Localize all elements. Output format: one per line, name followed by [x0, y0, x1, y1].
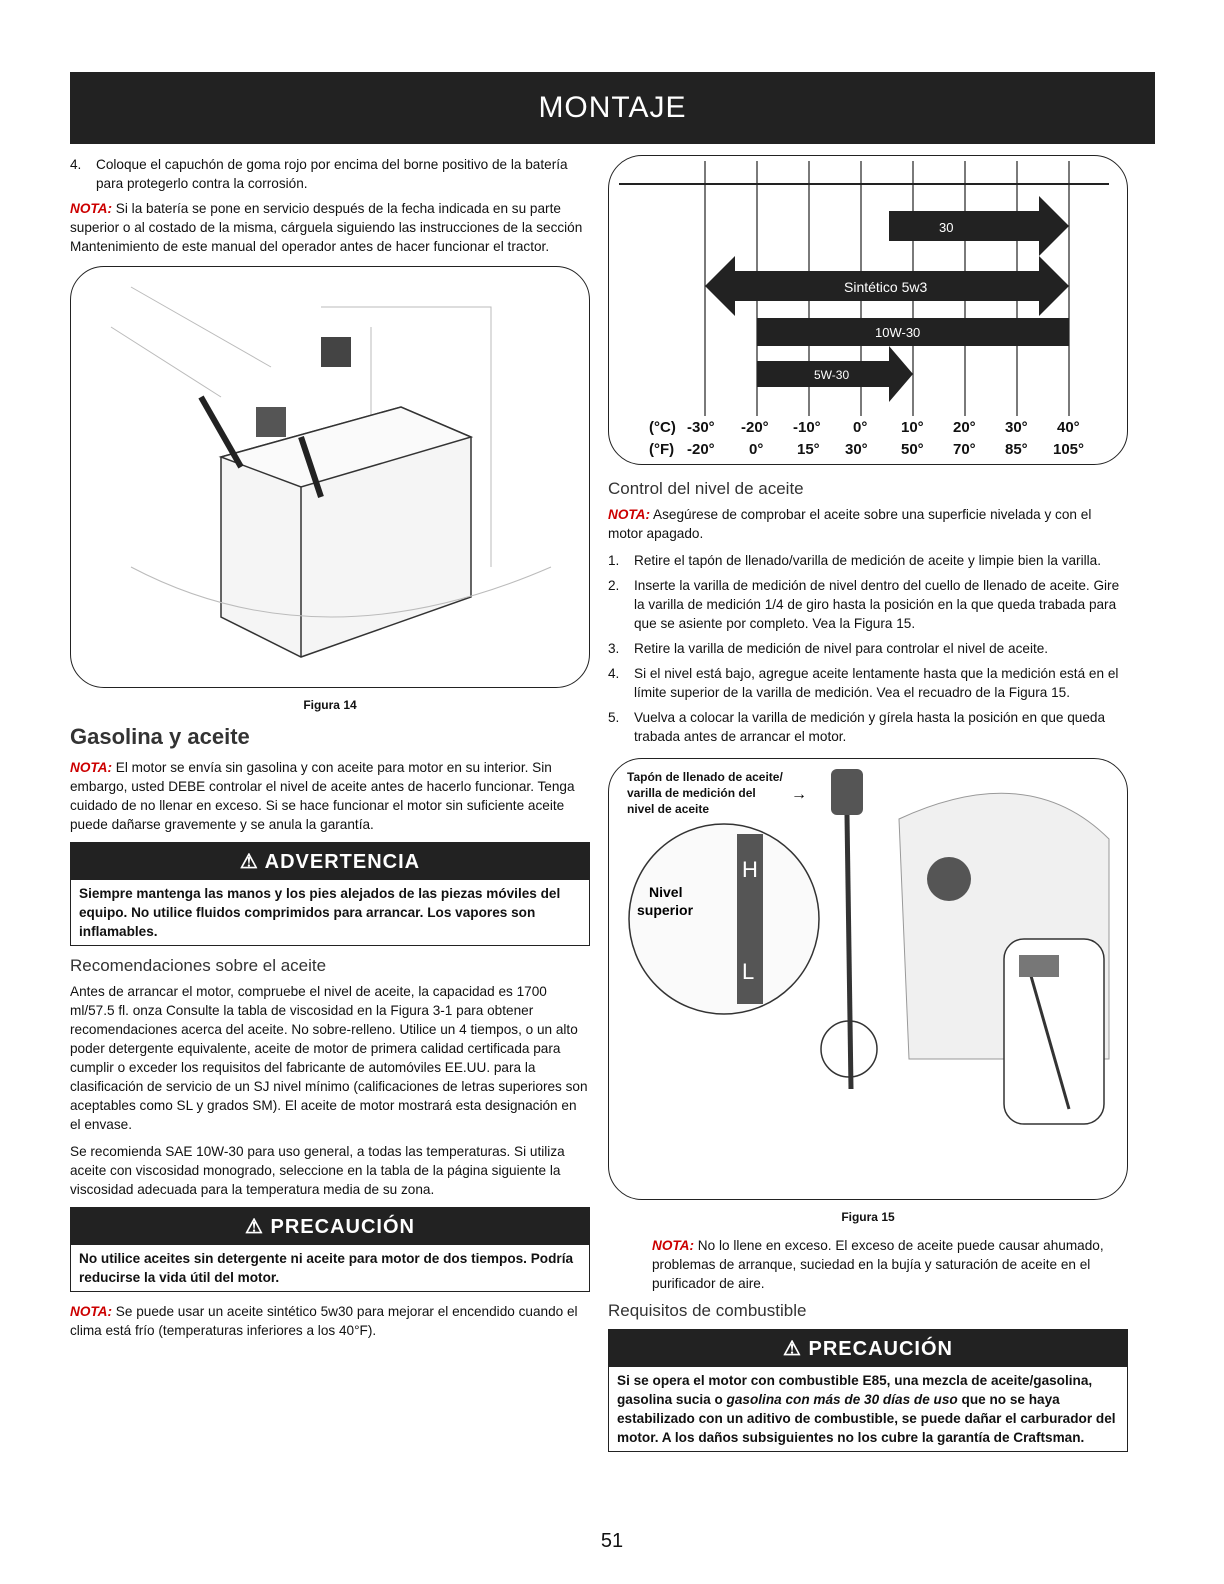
oil-level-title: Control del nivel de aceite: [608, 479, 804, 498]
oil-step: 4. Si el nivel está bajo, agregue aceite lentamente hasta que la medición está en el límite superior de la varilla de medición. Vea el recuadro de la Figura 15.: [608, 666, 1119, 700]
warning-triangle-icon: ⚠: [245, 1216, 271, 1238]
tick-labels-celsius: [649, 419, 1080, 436]
tick-f: 50°: [901, 441, 924, 458]
page-title: MONTAJE: [538, 91, 687, 124]
zoom-inset-circle: [629, 824, 819, 1014]
tick-prefix-c: (°C): [649, 419, 676, 436]
fuel-caution-box: [608, 1329, 1128, 1452]
tick-c: -10°: [793, 419, 821, 436]
tick-f: 105°: [1053, 441, 1085, 458]
tick-c: 20°: [953, 419, 976, 436]
bar-30: [889, 196, 1069, 256]
mark-l: L: [742, 959, 755, 984]
label-cap-line3: nivel de aceite: [627, 802, 710, 816]
warning-box: [70, 842, 590, 946]
tick-f: 70°: [953, 441, 976, 458]
arrow-right-icon: →: [791, 786, 807, 803]
page-number: 51: [600, 1530, 624, 1552]
oil-step: 3. Retire la varilla de medición de nivel para controlar el nivel de aceite.: [608, 641, 1049, 656]
note-overfill: NOTA: No lo llene en exceso. El exceso de aceite puede causar ahumado, problemas de arranque, suciedad en la bujía y saturación de aceite en el purificador de aire.: [652, 1238, 1104, 1291]
bar-label-5w30: 5W-30: [814, 368, 850, 382]
caution-header: ⚠ PRECAUCIÓN: [71, 1208, 589, 1245]
tick-f: -20°: [687, 441, 715, 458]
tick-c: -20°: [741, 419, 769, 436]
oil-paragraph-2: Se recomienda SAE 10W-30 para uso general, a todas las temperaturas. Si utiliza aceite con viscosidad monogrado, seleccione en la tabla de la página siguiente la viscosidad adecuada para la temperatura media de su zona.: [70, 1144, 565, 1197]
mark-h: H: [742, 857, 758, 882]
tick-f: 85°: [1005, 441, 1028, 458]
note-battery: NOTA: Si la batería se pone en servicio después de la fecha indicada en su parte superior o al costado de la misma, cárguela siguiendo las instrucciones de la sección Mantenimiento de este manual del operador antes de hacer funcionar el tractor.: [70, 201, 583, 254]
label-upper-level-2: superior: [637, 902, 694, 918]
figure-14-caption: Figura 14: [303, 698, 357, 712]
note-level-surface: NOTA: Asegúrese de comprobar el aceite sobre una superficie nivelada y con el motor apagado.: [608, 507, 1092, 541]
warning-text: Siempre mantenga las manos y los pies alejados de las piezas móviles del equipo. No utilice fluidos comprimidos para arrancar. Los vapores son inflamables.: [79, 886, 561, 939]
tick-prefix-f: (°F): [649, 441, 675, 458]
tick-c: 0°: [853, 419, 868, 436]
warning-triangle-icon: ⚠: [783, 1338, 809, 1360]
warning-header: ⚠ ADVERTENCIA: [71, 843, 589, 880]
tick-c: -30°: [687, 419, 715, 436]
fuel-caution-header: ⚠ PRECAUCIÓN: [609, 1330, 1127, 1367]
bar-label-10w30: 10W-30: [875, 325, 921, 340]
tick-f: 30°: [845, 441, 868, 458]
fuel-caution-text: Si se opera el motor con combustible E85, una mezcla de aceite/gasolina, gasolina sucia o gasolina con más de 30 días de uso que no se haya estabilizado con un aditivo de combustible, se puede dañar el carburador del motor. A los daños subsiguientes no los cubre la garantía de Craftsman.: [617, 1373, 1116, 1445]
figure-15-caption: Figura 15: [841, 1210, 895, 1224]
tick-c: 10°: [901, 419, 924, 436]
caution-text: No utilice aceites sin detergente ni aceite para motor de dos tiempos. Podría reducirse la vida útil del motor.: [79, 1251, 574, 1285]
right-column: [608, 155, 1128, 1462]
bar-label-synthetic: Sintético 5w3: [844, 279, 928, 295]
step-number: 4.: [70, 157, 82, 172]
oil-step: 5. Vuelva a colocar la varilla de medición y gírela hasta la posición en que queda trabada antes de arrancar el motor.: [608, 710, 1106, 744]
bar-label-30: 30: [939, 220, 954, 235]
caution-box: [70, 1207, 590, 1292]
dipstick-cap-icon: [831, 769, 863, 815]
tick-c: 40°: [1057, 419, 1080, 436]
warning-triangle-icon: ⚠: [239, 851, 265, 873]
oil-step: 2. Inserte la varilla de medición de nivel dentro del cuello de llenado de aceite. Gire la varilla de medición 1/4 de giro hasta la posición en la que queda trabada para que se asiente por completo. Vea la Figura 15.: [608, 578, 1120, 631]
tick-f: 0°: [749, 441, 764, 458]
battery-illustration: [71, 267, 589, 687]
page-header-banner: [70, 72, 1155, 144]
figure-14-battery: [70, 266, 590, 688]
tick-f: 15°: [797, 441, 820, 458]
figure-15-dipstick: [608, 758, 1128, 1200]
note-engine-oil: NOTA: El motor se envía sin gasolina y con aceite para motor en su interior. Sin embargo, usted DEBE controlar el nivel de aceite antes de hacerlo funcionar. Tenga cuidado de no llenar en exceso. Si se hace funcionar el motor sin suficiente aceite puede dañarse gravemente y se anula la garantía.: [70, 760, 575, 832]
tick-c: 30°: [1005, 419, 1028, 436]
note-synthetic: NOTA: Se puede usar un aceite sintético 5w30 para mejorar el encendido cuando el clima está frío (temperaturas inferiores a los 40°F).: [70, 1304, 578, 1338]
step-text: Coloque el capuchón de goma rojo por encima del borne positivo de la batería para protegerlo contra la corrosión.: [96, 157, 568, 191]
step-4: [70, 155, 590, 193]
fuel-requirements-title: Requisitos de combustible: [608, 1301, 807, 1320]
viscosity-chart: [608, 155, 1128, 465]
label-upper-level-1: Nivel: [649, 884, 683, 900]
oil-step: 1. Retire el tapón de llenado/varilla de medición de aceite y limpie bien la varilla.: [608, 553, 1101, 568]
left-column: [70, 155, 590, 1348]
terminal-cap-icon: [256, 407, 286, 437]
tick-labels-fahrenheit: [649, 441, 1084, 458]
label-cap-line2: varilla de medición del: [627, 786, 756, 800]
oil-paragraph-1: Antes de arrancar el motor, compruebe el nivel de aceite, la capacidad es 1700 ml/57.5 fl. onza Consulte la tabla de viscosidad en la Figura 3-1 para obtener recomendaciones acerca del aceite. No sobre-relleno. Utilice un 4 tiempos, o un alto poder detergente equivalente, aceite de motor de primera calidad certificada para cumplir o exceder los requisitos del fabricante de automóviles EE.UU. para la clasificación de servicio de un SJ nivel mínimo (calificaciones de letras superiores son aceptables como SL y grados SM). El aceite de motor mostrará esta designación en el envase.: [70, 984, 588, 1132]
label-cap-line1: Tapón de llenado de aceite/: [627, 770, 783, 784]
oil-recommendations-title: Recomendaciones sobre el aceite: [70, 956, 327, 975]
terminal-cap-icon: [321, 337, 351, 367]
section-title-fuel-oil: Gasolina y aceite: [70, 724, 250, 749]
